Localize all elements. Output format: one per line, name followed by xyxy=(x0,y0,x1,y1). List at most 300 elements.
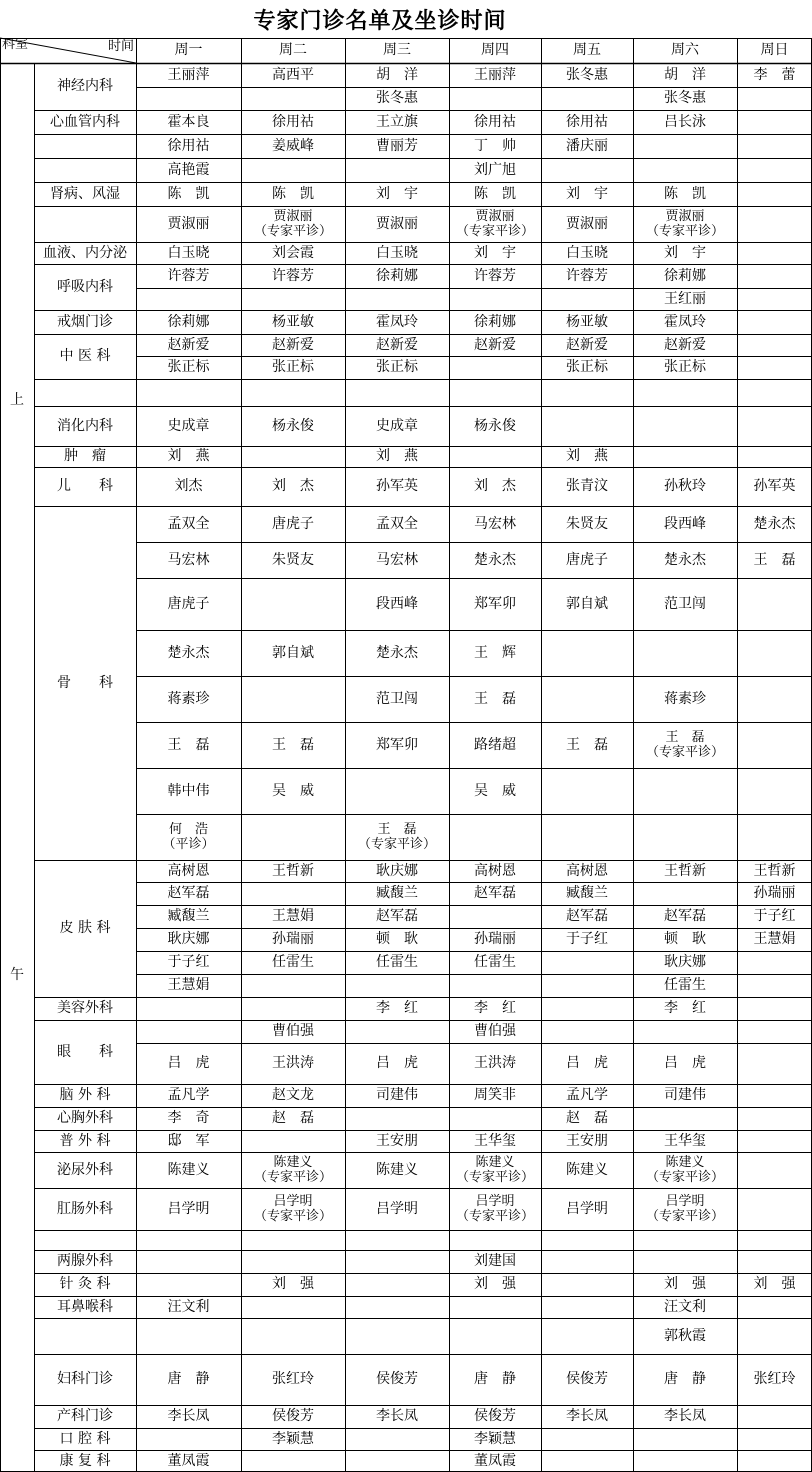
doctor-cell: 刘 燕 xyxy=(167,448,210,464)
doctor-cell: 徐用祜 xyxy=(566,113,608,130)
doctor-cell: 赵新爱 xyxy=(474,336,516,353)
doctor-cell xyxy=(449,356,541,379)
doctor-cell: 赵 磊 xyxy=(272,1110,314,1126)
doctor-cell: 刘杰 xyxy=(174,478,203,494)
doctor-cell: 贾淑丽 xyxy=(566,215,608,232)
doctor-cell: 李长凤 xyxy=(664,1408,706,1424)
doctor-cell: 陈建义 （专家平诊） xyxy=(253,1155,332,1185)
doctor-cell: 唐虎子 xyxy=(272,515,314,532)
doctor-cell xyxy=(633,446,737,467)
doctor-cell: 郭秋霞 xyxy=(664,1327,706,1344)
doctor-cell xyxy=(737,1318,812,1354)
doctor-cell: 吴 威 xyxy=(272,782,314,799)
doctor-cell: 王哲新 xyxy=(664,862,706,879)
doctor-cell xyxy=(737,1107,812,1130)
doctor-cell: 陈建义 （专家平诊） xyxy=(455,1155,534,1185)
doctor-cell: 贾淑丽 （专家平诊） xyxy=(645,209,724,239)
department-label: 耳鼻喉科 xyxy=(57,1298,113,1315)
doctor-cell: 李长凤 xyxy=(167,1408,210,1424)
doctor-cell: 白玉晓 xyxy=(376,244,418,261)
doctor-cell: 于子红 xyxy=(566,931,608,947)
doctor-cell: 韩中伟 xyxy=(167,782,210,799)
doctor-cell: 郭自斌 xyxy=(272,644,314,661)
doctor-cell: 赵 磊 xyxy=(566,1110,608,1126)
doctor-cell xyxy=(241,1230,345,1250)
doctor-cell: 张红玲 xyxy=(753,1371,796,1387)
doctor-cell: 王哲新 xyxy=(753,862,796,879)
doctor-cell: 霍本良 xyxy=(167,113,210,130)
doctor-cell xyxy=(541,676,633,722)
doctor-cell xyxy=(541,974,633,997)
doctor-cell: 杨永俊 xyxy=(474,417,516,434)
doctor-cell: 白玉晓 xyxy=(167,244,210,261)
doctor-cell xyxy=(541,1020,633,1043)
doctor-cell xyxy=(737,134,812,158)
doctor-cell: 吕 虎 xyxy=(167,1055,210,1071)
doctor-cell: 胡 洋 xyxy=(376,66,418,83)
doctor-cell xyxy=(345,768,449,814)
doctor-cell xyxy=(449,87,541,110)
doctor-cell xyxy=(449,1107,541,1130)
doctor-cell xyxy=(633,814,737,860)
doctor-cell xyxy=(241,1450,345,1472)
doctor-cell xyxy=(737,997,812,1020)
doctor-cell: 汪文利 xyxy=(167,1298,210,1315)
doctor-cell xyxy=(737,974,812,997)
doctor-cell: 王慧娟 xyxy=(272,908,314,924)
doctor-cell: 楚永杰 xyxy=(167,644,210,661)
doctor-cell: 唐 静 xyxy=(167,1371,210,1387)
doctor-cell: 曹伯强 xyxy=(474,1023,516,1039)
department-label: 骨 科 xyxy=(57,674,113,691)
doctor-cell xyxy=(241,87,345,110)
doctor-cell: 刘 杰 xyxy=(272,478,314,494)
doctor-cell xyxy=(449,379,541,406)
doctor-cell: 刘 强 xyxy=(474,1276,516,1292)
doctor-cell: 陈建义 （专家平诊） xyxy=(645,1155,724,1185)
doctor-cell xyxy=(737,406,812,446)
doctor-cell xyxy=(449,905,541,928)
doctor-cell xyxy=(345,1428,449,1450)
doctor-cell: 唐 静 xyxy=(474,1371,516,1387)
doctor-cell: 顿 耿 xyxy=(664,931,706,947)
doctor-cell: 李长凤 xyxy=(376,1408,418,1424)
department-label: 口 腔 科 xyxy=(59,1430,111,1447)
doctor-cell: 高树恩 xyxy=(167,862,210,879)
doctor-cell xyxy=(633,1250,737,1273)
doctor-cell xyxy=(633,768,737,814)
doctor-cell xyxy=(241,882,345,905)
department-label: 皮 肤 科 xyxy=(59,920,111,936)
doctor-cell: 李 红 xyxy=(376,1000,418,1016)
doctor-cell: 赵新爱 xyxy=(167,336,210,353)
doctor-cell: 耿庆娜 xyxy=(376,862,418,879)
doctor-cell xyxy=(345,1250,449,1273)
doctor-cell: 王洪涛 xyxy=(474,1055,516,1071)
doctor-cell: 范卫闯 xyxy=(376,690,418,707)
doctor-cell xyxy=(345,1230,449,1250)
doctor-cell: 张青汶 xyxy=(566,478,608,494)
department-label: 心胸外科 xyxy=(57,1110,113,1126)
department-label: 肿 瘤 xyxy=(64,448,106,464)
doctor-cell: 王华玺 xyxy=(664,1132,706,1149)
doctor-cell xyxy=(737,768,812,814)
doctor-cell xyxy=(241,974,345,997)
department-label: 美容外科 xyxy=(57,1000,113,1016)
doctor-cell xyxy=(737,722,812,768)
doctor-cell: 吴 威 xyxy=(474,782,516,799)
doctor-cell: 王华玺 xyxy=(474,1132,516,1149)
doctor-cell: 张红玲 xyxy=(272,1371,314,1387)
doctor-cell: 楚永杰 xyxy=(753,515,796,532)
doctor-cell xyxy=(136,1428,241,1450)
doctor-cell xyxy=(449,288,541,310)
doctor-cell: 臧馥兰 xyxy=(167,908,210,924)
department-label: 妇科门诊 xyxy=(57,1371,113,1387)
department-label: 脑 外 科 xyxy=(59,1087,111,1103)
doctor-cell: 陈建义 xyxy=(566,1161,608,1178)
doctor-cell: 任雷生 xyxy=(664,977,706,993)
doctor-cell: 吕学明 （专家平诊） xyxy=(455,1194,534,1224)
doctor-cell xyxy=(241,1318,345,1354)
doctor-cell: 李长凤 xyxy=(566,1408,608,1424)
doctor-cell: 刘会霞 xyxy=(272,244,314,261)
doctor-cell: 孙军英 xyxy=(376,478,418,494)
period-label-noon: 午 xyxy=(10,966,24,983)
doctor-cell: 孟双全 xyxy=(167,515,210,532)
doctor-cell: 赵军磊 xyxy=(664,908,706,924)
department-label: 产科门诊 xyxy=(57,1408,113,1424)
doctor-cell: 王丽萍 xyxy=(474,66,516,83)
doctor-cell: 高树恩 xyxy=(566,862,608,879)
doctor-cell: 许蓉芳 xyxy=(474,267,516,284)
doctor-cell: 楚永杰 xyxy=(664,551,706,568)
doctor-cell: 王 磊 xyxy=(753,551,796,568)
doctor-cell: 刘广旭 xyxy=(474,161,516,178)
doctor-cell: 吕 虎 xyxy=(566,1055,608,1071)
doctor-cell: 李颖慧 xyxy=(474,1430,516,1447)
doctor-cell: 张冬惠 xyxy=(566,66,608,83)
doctor-cell xyxy=(345,1296,449,1318)
doctor-cell: 许蓉芳 xyxy=(566,267,608,284)
doctor-cell: 徐用祜 xyxy=(272,113,314,130)
doctor-cell: 潘庆丽 xyxy=(566,137,608,154)
department-label: 神经内科 xyxy=(57,78,113,94)
doctor-cell: 王安朋 xyxy=(566,1132,608,1149)
doctor-cell xyxy=(541,1250,633,1273)
doctor-cell xyxy=(241,1130,345,1152)
doctor-cell: 胡 洋 xyxy=(664,66,706,83)
department-label: 中 医 科 xyxy=(59,348,111,364)
doctor-cell xyxy=(541,1318,633,1354)
department-label: 消化内科 xyxy=(57,417,113,434)
doctor-cell xyxy=(345,974,449,997)
doctor-cell xyxy=(345,158,449,182)
doctor-cell xyxy=(541,768,633,814)
doctor-cell xyxy=(737,1230,812,1250)
doctor-cell: 王哲新 xyxy=(272,862,314,879)
doctor-cell xyxy=(737,1043,812,1084)
doctor-cell: 侯俊芳 xyxy=(272,1408,314,1424)
department-label: 血液、内分泌 xyxy=(43,244,127,261)
doctor-cell xyxy=(737,1020,812,1043)
doctor-cell: 贾淑丽 （专家平诊） xyxy=(455,209,534,239)
doctor-cell xyxy=(541,158,633,182)
doctor-cell: 姜威峰 xyxy=(272,137,314,154)
doctor-cell xyxy=(737,1152,812,1188)
doctor-cell: 周笑非 xyxy=(474,1087,516,1103)
doctor-cell: 马宏林 xyxy=(474,515,516,532)
doctor-cell xyxy=(633,1450,737,1472)
doctor-cell xyxy=(737,1188,812,1230)
doctor-cell: 徐莉娜 xyxy=(474,313,516,330)
doctor-cell xyxy=(241,578,345,630)
day-header: 周三 xyxy=(383,42,411,58)
doctor-cell: 赵新爱 xyxy=(566,336,608,353)
doctor-cell: 李颖慧 xyxy=(272,1430,314,1447)
doctor-cell: 邸 军 xyxy=(167,1132,210,1149)
doctor-cell: 王 磊 xyxy=(566,736,608,753)
doctor-cell: 王 磊 xyxy=(167,736,210,753)
doctor-cell: 刘 宇 xyxy=(664,244,706,261)
doctor-cell xyxy=(449,1230,541,1250)
doctor-cell: 王洪涛 xyxy=(272,1055,314,1071)
doctor-cell: 朱贤友 xyxy=(272,551,314,568)
doctor-cell xyxy=(633,379,737,406)
doctor-cell xyxy=(737,951,812,974)
doctor-cell: 杨永俊 xyxy=(272,417,314,434)
doctor-cell xyxy=(737,1084,812,1107)
doctor-cell: 张正标 xyxy=(376,359,418,375)
doctor-cell xyxy=(541,87,633,110)
doctor-cell xyxy=(737,630,812,676)
doctor-cell: 范卫闯 xyxy=(664,595,706,612)
doctor-cell xyxy=(136,1250,241,1273)
period-label-morning: 上 xyxy=(10,391,24,408)
doctor-cell xyxy=(449,446,541,467)
department-label: 泌尿外科 xyxy=(57,1161,113,1178)
doctor-cell: 王 磊 xyxy=(474,690,516,707)
doctor-cell: 曹丽芳 xyxy=(376,137,418,154)
day-header: 周二 xyxy=(279,42,307,58)
doctor-cell xyxy=(541,951,633,974)
doctor-cell xyxy=(449,1318,541,1354)
doctor-cell: 司建伟 xyxy=(376,1087,418,1103)
doctor-cell xyxy=(633,882,737,905)
doctor-cell xyxy=(633,406,737,446)
doctor-cell xyxy=(737,814,812,860)
doctor-cell: 王红丽 xyxy=(664,290,706,307)
doctor-cell: 顿 耿 xyxy=(376,931,418,947)
doctor-cell: 王 辉 xyxy=(474,644,516,661)
doctor-cell xyxy=(737,182,812,206)
doctor-cell: 徐用祜 xyxy=(167,137,210,154)
doctor-cell: 刘 燕 xyxy=(376,448,418,464)
doctor-cell: 王立旗 xyxy=(376,113,418,130)
doctor-cell xyxy=(737,206,812,242)
doctor-cell: 董凤霞 xyxy=(474,1452,516,1469)
doctor-cell xyxy=(136,1230,241,1250)
doctor-cell: 陈建义 xyxy=(376,1161,418,1178)
doctor-cell: 楚永杰 xyxy=(376,644,418,661)
doctor-cell xyxy=(241,676,345,722)
department-label: 儿 科 xyxy=(57,478,113,494)
doctor-cell: 郑军卯 xyxy=(474,595,516,612)
doctor-cell xyxy=(136,87,241,110)
doctor-cell: 侯俊芳 xyxy=(566,1371,608,1387)
doctor-cell: 刘 强 xyxy=(664,1276,706,1292)
doctor-cell: 吕学明 xyxy=(167,1200,210,1217)
doctor-cell: 刘 杰 xyxy=(474,478,516,494)
doctor-cell: 王慧娟 xyxy=(167,977,210,993)
doctor-cell xyxy=(633,630,737,676)
doctor-cell: 马宏林 xyxy=(167,551,210,568)
doctor-cell: 李 红 xyxy=(474,1000,516,1016)
doctor-cell: 赵军磊 xyxy=(167,885,210,901)
doctor-cell: 任雷生 xyxy=(272,954,314,970)
doctor-cell: 吕长泳 xyxy=(664,113,706,130)
doctor-cell: 侯俊芳 xyxy=(376,1371,418,1387)
doctor-cell: 孙瑞丽 xyxy=(474,931,516,947)
doctor-cell: 李 红 xyxy=(664,1000,706,1016)
doctor-cell: 贾淑丽 xyxy=(376,215,418,232)
doctor-cell: 任雷生 xyxy=(376,954,418,970)
doctor-cell: 霍凤玲 xyxy=(664,313,706,330)
department-label: 心血管内科 xyxy=(50,113,120,130)
doctor-cell: 刘 宇 xyxy=(474,244,516,261)
doctor-cell xyxy=(541,1230,633,1250)
doctor-cell: 刘 强 xyxy=(753,1276,796,1292)
doctor-cell xyxy=(737,1450,812,1472)
doctor-cell: 于子红 xyxy=(167,954,210,970)
doctor-cell xyxy=(633,134,737,158)
doctor-cell: 张正标 xyxy=(566,359,608,375)
doctor-cell: 耿庆娜 xyxy=(664,954,706,970)
doctor-cell: 赵军磊 xyxy=(566,908,608,924)
doctor-cell: 张正标 xyxy=(664,359,706,375)
doctor-cell: 刘 宇 xyxy=(566,185,608,202)
doctor-cell: 吕学明 xyxy=(376,1200,418,1217)
doctor-cell xyxy=(633,1230,737,1250)
doctor-cell: 侯俊芳 xyxy=(474,1408,516,1424)
doctor-cell xyxy=(136,1318,241,1354)
doctor-cell: 张正标 xyxy=(272,359,314,375)
doctor-cell xyxy=(541,1273,633,1296)
doctor-cell: 徐莉娜 xyxy=(376,267,418,284)
doctor-cell xyxy=(737,158,812,182)
doctor-cell xyxy=(541,814,633,860)
doctor-cell: 徐用祜 xyxy=(474,113,516,130)
doctor-cell: 张正标 xyxy=(167,359,210,375)
doctor-cell xyxy=(241,997,345,1020)
doctor-cell xyxy=(737,356,812,379)
doctor-cell: 许蓉芳 xyxy=(272,267,314,284)
doctor-cell: 陈 凯 xyxy=(664,185,706,202)
doctor-cell: 王安朋 xyxy=(376,1132,418,1149)
doctor-cell xyxy=(737,446,812,467)
doctor-cell: 史成章 xyxy=(167,417,210,434)
doctor-cell: 贾淑丽 （专家平诊） xyxy=(253,209,332,239)
doctor-cell: 赵新爱 xyxy=(272,336,314,353)
doctor-cell: 赵新爱 xyxy=(664,336,706,353)
doctor-cell xyxy=(136,379,241,406)
day-header: 周五 xyxy=(573,42,601,58)
day-header: 周六 xyxy=(671,42,699,58)
doctor-cell xyxy=(136,288,241,310)
doctor-cell xyxy=(241,814,345,860)
doctor-cell: 马宏林 xyxy=(376,551,418,568)
doctor-cell: 刘 宇 xyxy=(376,185,418,202)
doctor-cell: 臧馥兰 xyxy=(376,885,418,901)
department-label: 戒烟门诊 xyxy=(57,313,113,330)
doctor-cell xyxy=(541,630,633,676)
doctor-cell xyxy=(541,379,633,406)
doctor-cell: 许蓉芳 xyxy=(167,267,210,284)
doctor-cell: 耿庆娜 xyxy=(167,931,210,947)
doctor-cell: 史成章 xyxy=(376,417,418,434)
doctor-cell: 汪文利 xyxy=(664,1298,706,1315)
doctor-cell xyxy=(737,1250,812,1273)
doctor-cell: 赵文龙 xyxy=(272,1087,314,1103)
doctor-cell xyxy=(633,1428,737,1450)
doctor-cell xyxy=(345,379,449,406)
doctor-cell xyxy=(241,288,345,310)
doctor-cell xyxy=(737,264,812,288)
doctor-cell: 孙军英 xyxy=(753,478,796,494)
doctor-cell: 王丽萍 xyxy=(167,66,210,83)
doctor-cell xyxy=(241,158,345,182)
day-header: 周一 xyxy=(174,42,203,58)
doctor-cell: 吕学明 （专家平诊） xyxy=(645,1194,724,1224)
doctor-cell xyxy=(737,87,812,110)
doctor-cell: 赵军磊 xyxy=(474,885,516,901)
doctor-cell: 王 磊 xyxy=(272,736,314,753)
doctor-cell: 刘 燕 xyxy=(566,448,608,464)
doctor-cell xyxy=(345,1318,449,1354)
doctor-cell xyxy=(345,288,449,310)
doctor-cell xyxy=(737,379,812,406)
doctor-cell: 唐虎子 xyxy=(566,551,608,568)
doctor-cell: 李 奇 xyxy=(167,1110,210,1126)
doctor-cell: 白玉晓 xyxy=(566,244,608,261)
day-header: 周四 xyxy=(481,42,509,58)
doctor-cell: 孙瑞丽 xyxy=(753,885,796,901)
doctor-cell xyxy=(737,110,812,134)
doctor-cell xyxy=(737,578,812,630)
day-header: 周日 xyxy=(760,42,789,58)
doctor-cell: 王慧娟 xyxy=(753,931,796,947)
doctor-cell: 陈 凯 xyxy=(272,185,314,202)
doctor-cell: 段西峰 xyxy=(376,595,418,612)
doctor-cell xyxy=(241,1296,345,1318)
doctor-cell: 吕 虎 xyxy=(664,1055,706,1071)
doctor-cell: 孟凡学 xyxy=(167,1087,210,1103)
doctor-cell xyxy=(737,1428,812,1450)
doctor-cell xyxy=(345,1273,449,1296)
doctor-cell: 王 磊 （专家平诊） xyxy=(357,822,436,852)
doctor-cell xyxy=(541,288,633,310)
page-title: 专家门诊名单及坐诊时间 xyxy=(253,9,507,34)
doctor-cell xyxy=(737,1296,812,1318)
doctor-cell xyxy=(241,379,345,406)
doctor-cell xyxy=(541,1428,633,1450)
doctor-cell: 路绪超 xyxy=(474,736,516,753)
doctor-cell: 赵军磊 xyxy=(376,908,418,924)
doctor-cell: 董凤霞 xyxy=(167,1452,210,1469)
doctor-cell: 楚永杰 xyxy=(474,551,516,568)
doctor-cell xyxy=(633,1107,737,1130)
doctor-cell xyxy=(737,310,812,334)
